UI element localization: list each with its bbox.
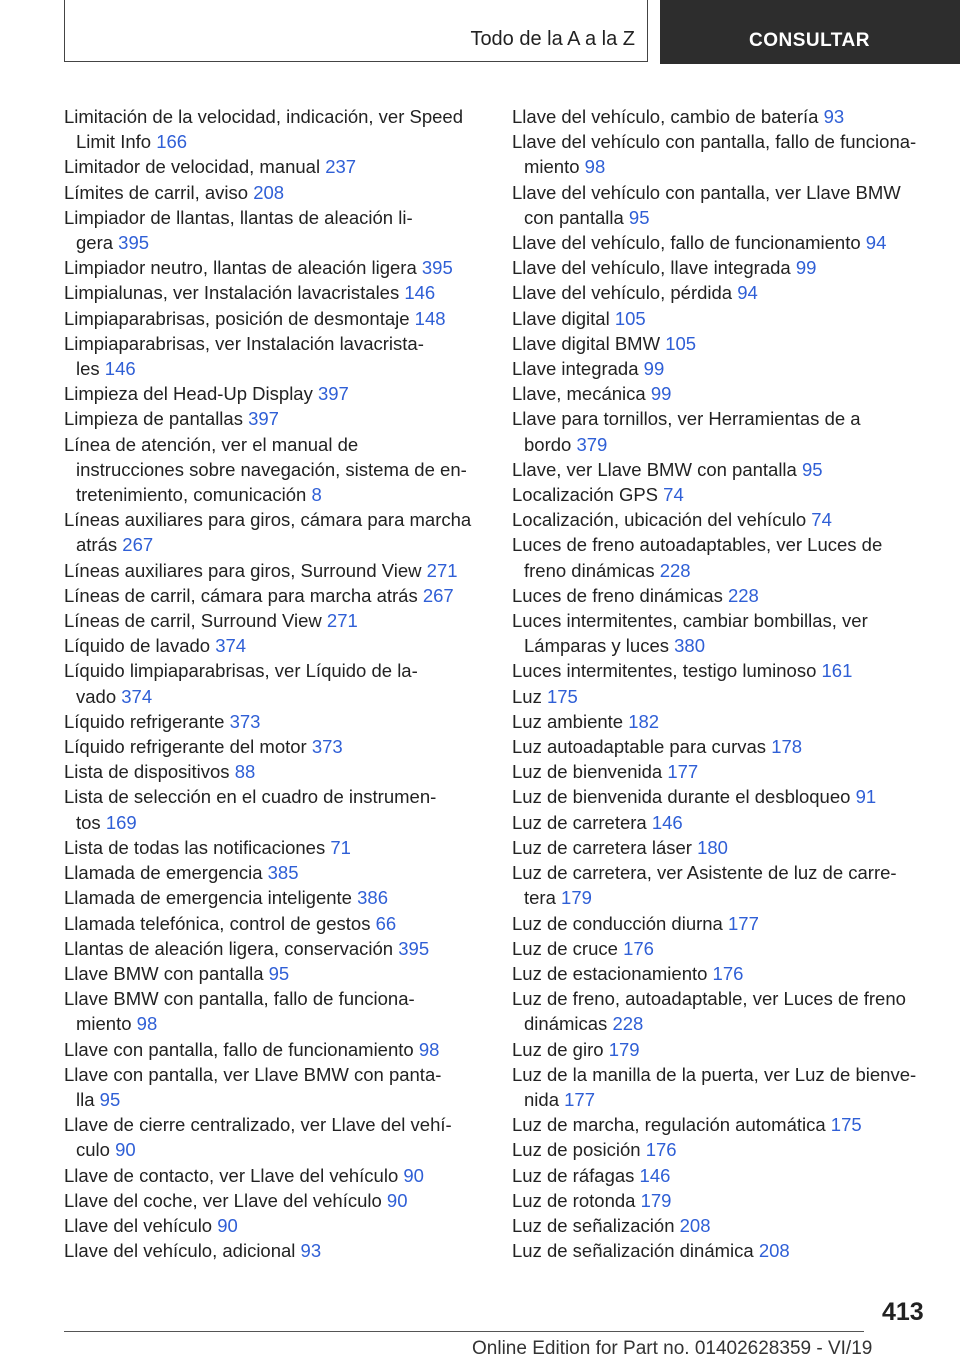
index-entry-text: Lista de selección en el cuadro de instrumen- tos <box>64 786 437 833</box>
index-entry-text: Llave de contacto, ver Llave del vehículo <box>64 1164 399 1186</box>
index-entry <box>512 1213 932 1238</box>
index-entry-text: Luces de freno dinámicas <box>512 584 723 606</box>
index-entry-text: Líquido de lavado <box>64 635 211 657</box>
index-entry <box>512 532 932 582</box>
index-entry-text: Luz de la manilla de la puerta, ver Luz de bienve- nida <box>512 1063 917 1110</box>
index-entry-text: Luz <box>512 685 542 707</box>
index-entry-text: Llamada telefónica, control de gestos <box>64 912 371 934</box>
index-entry-text: Luz de carretera láser <box>512 836 692 858</box>
index-entry-text: Limpiador de llantas, llantas de aleación li- gera <box>64 206 413 254</box>
page-link[interactable]: 373 <box>229 710 261 732</box>
index-entry <box>512 356 932 381</box>
index-entry-text: Luces de freno autoadaptables, ver Luces de freno dinámicas <box>512 534 883 581</box>
index-entry <box>64 331 484 381</box>
index-entry <box>64 406 484 431</box>
footer-divider <box>64 1331 864 1332</box>
page-link[interactable]: 379 <box>576 433 608 455</box>
index-entry-text: Llave digital BMW <box>512 332 661 354</box>
index-entry <box>512 709 932 734</box>
index-entry-text: Llave BMW con pantalla, fallo de funciona- miento <box>64 988 415 1035</box>
page-link[interactable]: 74 <box>811 509 832 531</box>
page-link[interactable]: 105 <box>665 332 697 354</box>
index-entry-text: Llave del vehículo, adicional <box>64 1240 296 1262</box>
page-link[interactable]: 179 <box>640 1189 672 1211</box>
index-entry <box>64 558 484 583</box>
index-entry-text: Luz ambiente <box>512 710 624 732</box>
index-entry-text: Limpiaparabrisas, posición de desmontaje <box>64 307 410 329</box>
page-link[interactable]: 146 <box>404 282 436 304</box>
page-link[interactable]: 373 <box>311 736 343 758</box>
page-link[interactable]: 208 <box>758 1240 790 1262</box>
index-entry <box>64 180 484 205</box>
page-link[interactable]: 148 <box>414 307 446 329</box>
footer-edition: Online Edition for Part no. 01402628359 - VI/19 <box>472 1338 873 1359</box>
index-entry-text: Limpiador neutro, llantas de aleación ligera <box>64 257 417 279</box>
index-entry-text: Luces intermitentes, testigo luminoso <box>512 660 817 682</box>
index-entry <box>512 936 932 961</box>
page-link[interactable]: 386 <box>357 887 388 909</box>
index-entry <box>512 986 932 1036</box>
index-entry-text: Llave para tornillos, ver Herramientas de a bordo <box>512 408 861 455</box>
index-entry <box>64 507 484 557</box>
index-entry-text: Luz de marcha, regulación automática <box>512 1114 826 1136</box>
index-entry <box>512 104 932 129</box>
index-entry <box>512 507 932 532</box>
page-link[interactable]: 228 <box>659 559 691 581</box>
index-entry <box>512 810 932 835</box>
page-link[interactable]: 105 <box>614 307 646 329</box>
index-entry <box>64 734 484 759</box>
index-entry <box>512 759 932 784</box>
index-entry-text: Líquido limpiaparabrisas, ver Líquido de la- vado <box>64 660 418 707</box>
index-entry <box>512 230 932 255</box>
index-entry <box>512 406 932 456</box>
index-entry <box>64 306 484 331</box>
section-tab-label: Todo de la A a la Z <box>470 28 635 50</box>
index-entry <box>64 104 484 154</box>
index-column-left <box>64 104 484 1263</box>
index-entry <box>512 784 932 809</box>
index-entry <box>64 986 484 1036</box>
index-entry-text: Líneas auxiliares para giros, cámara para marcha atrás <box>64 509 472 556</box>
page-link[interactable]: 177 <box>728 912 759 934</box>
page-link[interactable]: 95 <box>99 1088 121 1110</box>
page-link[interactable]: 90 <box>115 1139 136 1161</box>
index-entry-text: Luz de freno, autoadaptable, ver Luces de freno dinámicas <box>512 988 906 1035</box>
page-link[interactable]: 90 <box>386 1189 408 1211</box>
index-entry-text: Llave del vehículo con pantalla, fallo de funciona- miento <box>512 131 917 178</box>
index-entry <box>512 1062 932 1112</box>
index-entry-text: Llave con pantalla, fallo de funcionamiento <box>64 1038 414 1060</box>
page-link[interactable]: 380 <box>674 635 705 657</box>
index-entry-text: Luz de conducción diurna <box>512 912 723 934</box>
index-entry-text: Llave digital <box>512 307 610 329</box>
page-link[interactable]: 267 <box>422 584 454 606</box>
index-entry <box>64 1163 484 1188</box>
index-entry-text: Llantas de aleación ligera, conservación <box>64 937 394 959</box>
index-entry <box>512 381 932 406</box>
index-entry <box>512 1238 932 1263</box>
page-link[interactable]: 374 <box>121 685 153 707</box>
page-link[interactable]: 397 <box>317 383 349 405</box>
index-entry-text: Localización GPS <box>512 484 659 506</box>
page-link[interactable]: 179 <box>608 1038 640 1060</box>
index-entry-text: Luz de posición <box>512 1139 641 1161</box>
page-link[interactable]: 99 <box>650 383 672 405</box>
page-link[interactable]: 271 <box>426 559 458 581</box>
index-entry <box>512 482 932 507</box>
index-entry <box>512 331 932 356</box>
index-entry <box>64 658 484 708</box>
page-link[interactable]: 94 <box>865 232 887 254</box>
page-link[interactable]: 179 <box>561 887 592 909</box>
index-entry <box>64 1188 484 1213</box>
index-entry-text: Limpieza del Head-Up Display <box>64 383 313 405</box>
index-entry-text: Líquido refrigerante del motor <box>64 736 307 758</box>
page-link[interactable]: 66 <box>375 912 397 934</box>
page-link[interactable]: 208 <box>253 181 285 203</box>
page-link[interactable]: 8 <box>311 484 322 506</box>
index-entry <box>512 306 932 331</box>
consult-button-label: CONSULTAR <box>749 30 870 51</box>
index-entry-text: Luz de señalización <box>512 1214 675 1236</box>
index-entry <box>64 608 484 633</box>
page-link[interactable]: 237 <box>325 156 357 178</box>
page-link[interactable]: 95 <box>628 206 650 228</box>
index-entry <box>64 709 484 734</box>
index-entry-text: Luz de cruce <box>512 937 618 959</box>
page-link[interactable]: 99 <box>643 358 665 380</box>
index-entry <box>512 961 932 986</box>
index-entry <box>512 255 932 280</box>
index-entry-text: Limpialunas, ver Instalación lavacristales <box>64 282 400 304</box>
page-link[interactable]: 166 <box>156 131 188 153</box>
index-entry-text: Luz de ráfagas <box>512 1164 635 1186</box>
index-entry <box>64 583 484 608</box>
index-entry-text: Llave con pantalla, ver Llave BMW con panta- lla <box>64 1063 442 1110</box>
index-entry <box>512 734 932 759</box>
page-link[interactable]: 146 <box>104 358 136 380</box>
page-link[interactable]: 93 <box>823 106 845 127</box>
index-entry <box>512 1037 932 1062</box>
page-link[interactable]: 98 <box>136 1013 158 1035</box>
index-entry-text: Llave BMW con pantalla <box>64 962 264 984</box>
index-entry-text: Limpieza de pantallas <box>64 408 243 430</box>
index-entry-text: Lista de todas las notificaciones <box>64 836 326 858</box>
page-link[interactable]: 180 <box>697 836 728 858</box>
index-entry <box>64 784 484 834</box>
index-entry-text: Luz de rotonda <box>512 1189 636 1211</box>
index-entry <box>64 633 484 658</box>
page-link[interactable]: 228 <box>612 1013 644 1035</box>
index-entry <box>64 154 484 179</box>
index-entry-text: Localización, ubicación del vehículo <box>512 509 807 531</box>
index-entry <box>64 759 484 784</box>
index-entry-text: Llave integrada <box>512 358 639 380</box>
page-link[interactable]: 169 <box>105 811 137 833</box>
index-entry <box>512 180 932 230</box>
index-column-right <box>512 104 932 1263</box>
section-tab[interactable] <box>64 0 648 62</box>
page-link[interactable]: 175 <box>546 685 578 707</box>
page-link[interactable]: 176 <box>712 962 744 984</box>
index-entry-text: Luz de giro <box>512 1038 604 1060</box>
page-link[interactable]: 176 <box>623 937 654 959</box>
index-entry-text: Llamada de emergencia <box>64 862 263 884</box>
page-link[interactable]: 71 <box>330 836 351 858</box>
index-entry <box>64 835 484 860</box>
page-link[interactable]: 395 <box>118 232 150 254</box>
index-entry-text: Luz de estacionamiento <box>512 962 708 984</box>
page-link[interactable]: 91 <box>855 786 877 808</box>
index-entry <box>512 129 932 179</box>
index-entry-text: Luz de bienvenida durante el desbloqueo <box>512 786 851 808</box>
index-entry-text: Llave de cierre centralizado, ver Llave del vehí- culo <box>64 1114 452 1161</box>
index-entry-text: Llave del vehículo, pérdida <box>512 282 733 304</box>
page-link[interactable]: 397 <box>248 408 279 430</box>
page-link[interactable]: 98 <box>584 156 606 178</box>
index-entry <box>512 1137 932 1162</box>
index-entry <box>64 1037 484 1062</box>
index-entry-text: Luz de carretera, ver Asistente de luz de carre- tera <box>512 862 897 909</box>
page-link[interactable]: 90 <box>217 1214 238 1236</box>
index-entry <box>512 280 932 305</box>
index-entry-text: Líquido refrigerante <box>64 710 225 732</box>
index-entry-text: Límites de carril, aviso <box>64 181 249 203</box>
page-link[interactable]: 88 <box>234 761 256 783</box>
index-entry-text: Llave del vehículo, cambio de batería <box>512 106 819 127</box>
index-entry <box>512 860 932 910</box>
page-link[interactable]: 98 <box>418 1038 440 1060</box>
consult-button[interactable] <box>660 0 960 64</box>
index-entry <box>512 1163 932 1188</box>
index-entry <box>512 684 932 709</box>
page-link[interactable]: 74 <box>663 484 684 506</box>
index-entry-text: Limpiaparabrisas, ver Instalación lavacrista- les <box>64 332 424 380</box>
page-link[interactable]: 395 <box>421 257 453 279</box>
index-entry <box>64 381 484 406</box>
index-entry <box>64 860 484 885</box>
page-link[interactable]: 93 <box>300 1240 322 1262</box>
page-link[interactable]: 374 <box>215 635 247 657</box>
index-entry <box>64 280 484 305</box>
page-link[interactable]: 267 <box>122 534 154 556</box>
index-entry-text: Línea de atención, ver el manual de instrucciones sobre navegación, sistema de en- tretenimiento, comunicación <box>64 433 467 506</box>
page-link[interactable]: 395 <box>398 937 430 959</box>
index-entry-text: Luces intermitentes, cambiar bombillas, ver Lámparas y luces <box>512 610 868 657</box>
index-entry-text: Líneas auxiliares para giros, Surround View <box>64 559 422 581</box>
index-entry-text: Llave del coche, ver Llave del vehículo <box>64 1189 382 1211</box>
index-entry-text: Llave del vehículo con pantalla, ver Llave BMW con pantalla <box>512 181 901 228</box>
index-entry <box>64 885 484 910</box>
index-entry <box>512 608 932 658</box>
page-link[interactable]: 208 <box>679 1214 711 1236</box>
index-entry <box>512 1188 932 1213</box>
index-entry-text: Llave, mecánica <box>512 383 646 405</box>
index-entry <box>64 1062 484 1112</box>
index-entry <box>64 255 484 280</box>
index-entry <box>512 835 932 860</box>
page-link[interactable]: 176 <box>645 1139 677 1161</box>
index-entry <box>64 1213 484 1238</box>
page-link[interactable]: 146 <box>651 811 683 833</box>
index-entry-text: Líneas de carril, cámara para marcha atrás <box>64 584 418 606</box>
index-entry-text: Luz autoadaptable para curvas <box>512 736 767 758</box>
index-entry <box>64 432 484 508</box>
index-entry-text: Luz de carretera <box>512 811 647 833</box>
index-entry <box>64 1112 484 1162</box>
page-link[interactable]: 95 <box>268 962 290 984</box>
page-link[interactable]: 228 <box>727 584 759 606</box>
index-entry <box>64 961 484 986</box>
page-link[interactable]: 177 <box>667 761 699 783</box>
page-link[interactable]: 95 <box>801 458 823 480</box>
page-link[interactable]: 177 <box>564 1088 595 1110</box>
index-entry <box>64 911 484 936</box>
page-link[interactable]: 146 <box>639 1164 671 1186</box>
page-link[interactable]: 182 <box>628 710 660 732</box>
page-number: 413 <box>882 1298 924 1326</box>
index-entry-text: Limitador de velocidad, manual <box>64 156 321 178</box>
index-entry-text: Llamada de emergencia inteligente <box>64 887 352 909</box>
index-entry <box>512 911 932 936</box>
page-link[interactable]: 90 <box>403 1164 424 1186</box>
index-entry <box>512 583 932 608</box>
index-entry-text: Llave del vehículo, llave integrada <box>512 257 791 279</box>
index-entry-text: Llave, ver Llave BMW con pantalla <box>512 458 797 480</box>
page-link[interactable]: 178 <box>771 736 803 758</box>
index-entry <box>512 658 932 683</box>
index-entry <box>64 936 484 961</box>
index-entry-text: Líneas de carril, Surround View <box>64 610 322 632</box>
index-entry <box>64 205 484 255</box>
index-entry-text: Lista de dispositivos <box>64 761 230 783</box>
page-link[interactable]: 271 <box>326 610 358 632</box>
index-entry-text: Luz de bienvenida <box>512 761 663 783</box>
page-link[interactable]: 161 <box>821 660 853 682</box>
page-link[interactable]: 99 <box>795 257 817 279</box>
index-entry-text: Llave del vehículo <box>64 1214 213 1236</box>
page-link[interactable]: 175 <box>830 1114 862 1136</box>
index-entry <box>512 457 932 482</box>
page-link[interactable]: 385 <box>267 862 299 884</box>
index-entry-text: Luz de señalización dinámica <box>512 1240 754 1262</box>
index-entry <box>64 1238 484 1263</box>
page-link[interactable]: 94 <box>737 282 758 304</box>
index-entry-text: Limitación de la velocidad, indicación, ver Speed Limit Info <box>64 106 464 153</box>
index-entry <box>512 1112 932 1137</box>
index-entry-text: Llave del vehículo, fallo de funcionamiento <box>512 232 861 254</box>
